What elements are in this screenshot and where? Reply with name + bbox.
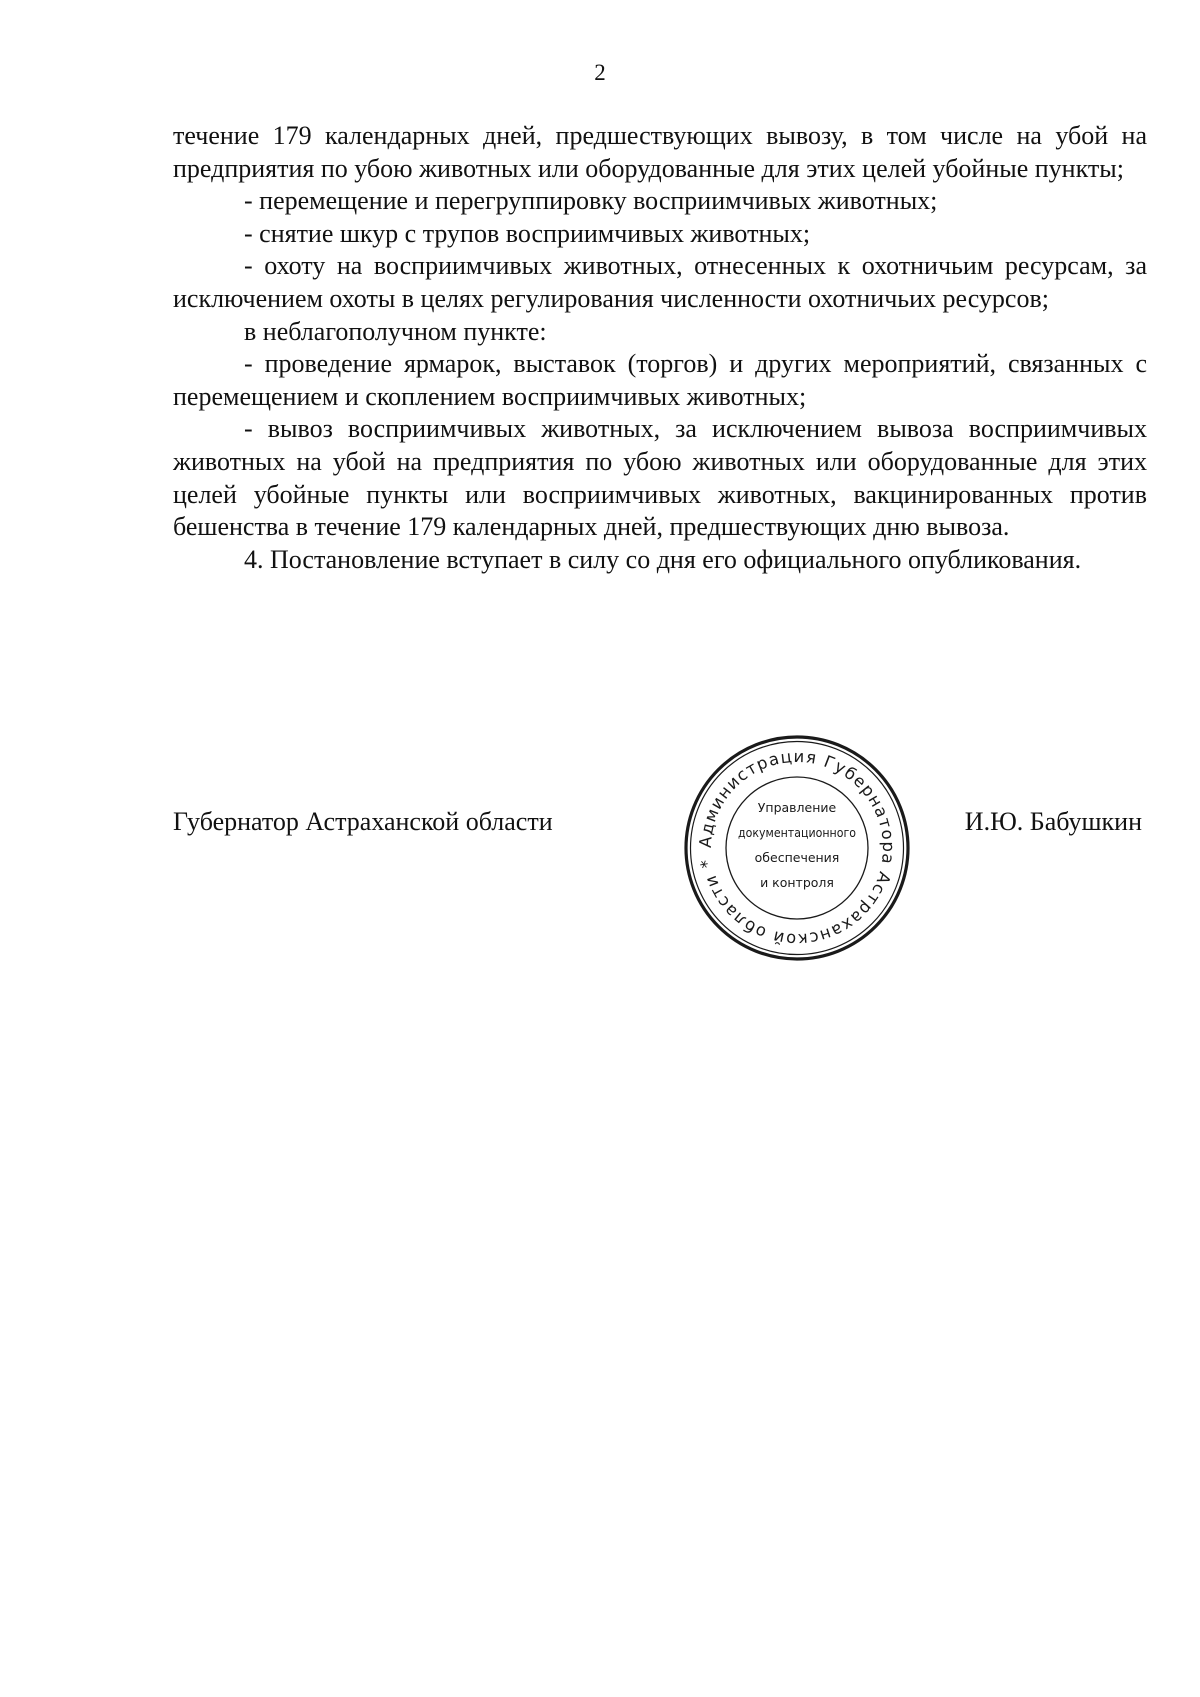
seal-outer-thin-ring xyxy=(691,742,904,955)
seal-line-4: и контроля xyxy=(760,875,834,890)
seal-ring-text: Администрация Губернатора Астраханской области * xyxy=(695,746,899,950)
page-number: 2 xyxy=(594,60,606,85)
seal-center-text xyxy=(738,800,856,890)
signatory-title: Губернатор Астраханской области xyxy=(173,807,553,836)
list-item-hunting: - охоту на восприимчивых животных, отнесенных к охотничьим ресурсам, за исключением охоты в целях регулирования численности охотничьих ресурсов; xyxy=(173,251,1147,313)
seal-outer-ring xyxy=(686,737,908,959)
list-item-export: - вывоз восприимчивых животных, за исключением вывоза восприимчивых животных на убой на предприятия по убою животных или оборудованные для этих целей убойные пункты или восприимчивых животных, вакцинированных против бешенства в течение 179 календарных дней, предшествующих дню вывоза. xyxy=(173,414,1147,542)
seal-line-1: Управление xyxy=(757,800,837,815)
document-body xyxy=(173,120,1147,576)
paragraph-effective-date: 4. Постановление вступает в силу со дня его официального опубликования. xyxy=(244,544,1082,574)
paragraph-unfavorable-point: в неблагополучном пункте: xyxy=(244,316,547,346)
seal-graphic xyxy=(682,733,912,963)
list-item-fairs: - проведение ярмарок, выставок (торгов) и других мероприятий, связанных с перемещением и скоплением восприимчивых животных; xyxy=(173,349,1147,411)
seal-inner-ring xyxy=(726,777,868,919)
paragraph-continuation: течение 179 календарных дней, предшествующих вывозу, в том числе на убой на предприятия по убою животных или оборудованные для этих целей убойные пункты; xyxy=(173,121,1147,183)
list-item-skinning: - снятие шкур с трупов восприимчивых животных; xyxy=(244,218,811,248)
seal-line-3: обеспечения xyxy=(754,850,840,865)
signatory-name: И.Ю. Бабушкин xyxy=(964,807,1142,836)
signature-block xyxy=(173,802,1147,842)
seal-line-2: документационного xyxy=(738,825,856,840)
list-item-regrouping: - перемещение и перегруппировку восприимчивых животных; xyxy=(244,186,938,216)
official-seal xyxy=(682,733,912,963)
